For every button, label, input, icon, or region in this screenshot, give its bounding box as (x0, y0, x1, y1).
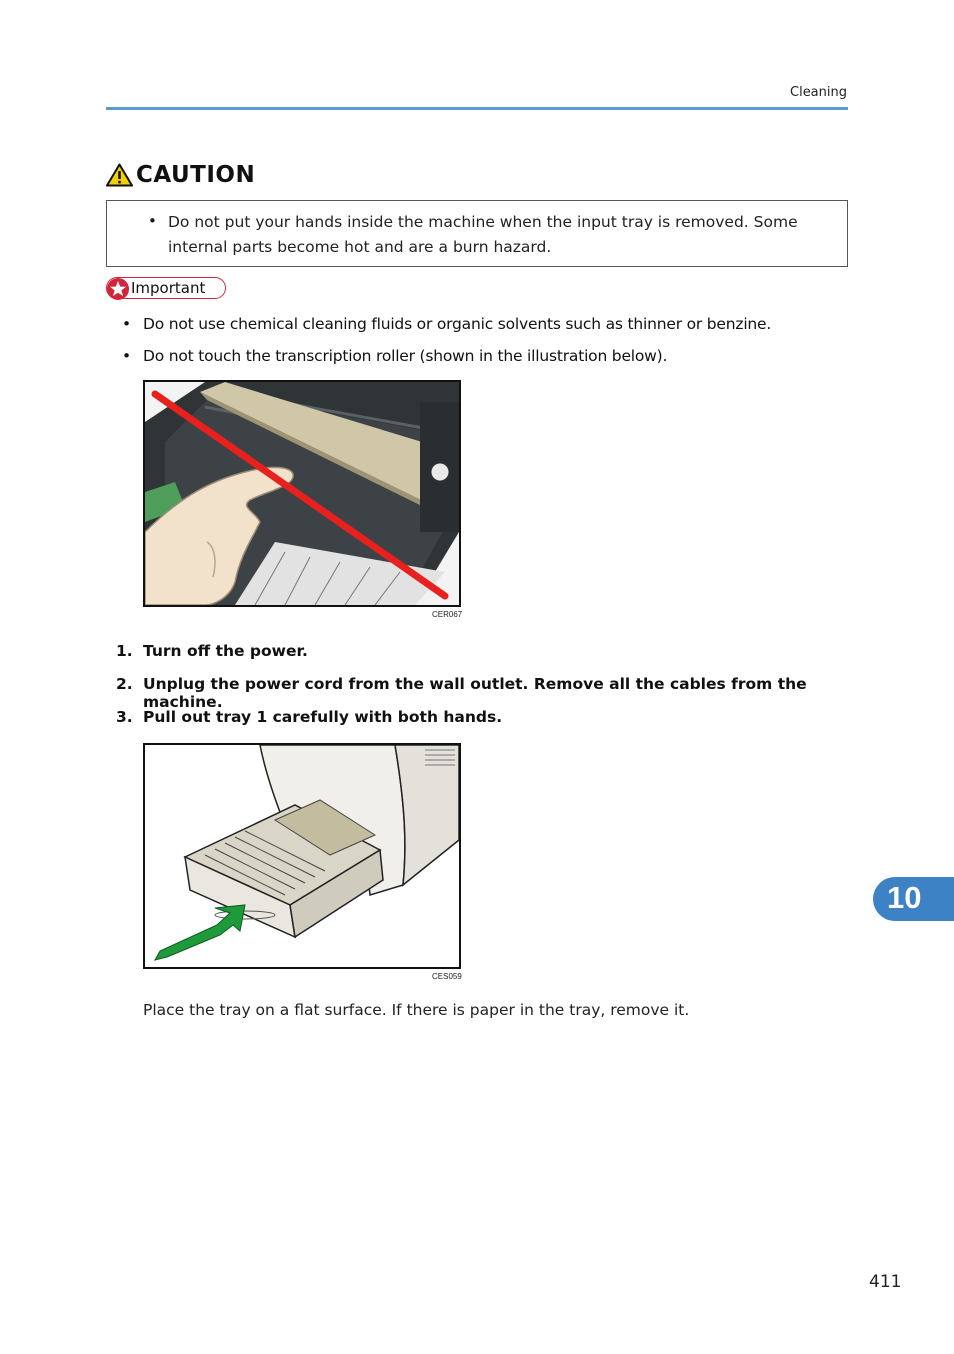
step-item (116, 708, 856, 741)
star-icon (106, 277, 130, 301)
important-label: Important (131, 279, 206, 297)
figure-caption: CES059 (432, 972, 462, 981)
step-text: Pull out tray 1 carefully with both hands. (143, 708, 503, 726)
pull-tray-illustration (143, 743, 461, 969)
tray-drawing (145, 745, 459, 967)
warning-triangle-icon (106, 163, 133, 187)
important-badge (106, 277, 226, 299)
caution-title: CAUTION (136, 162, 256, 188)
step-item (116, 642, 856, 675)
step-text: Unplug the power cord from the wall outlet. Remove all the cables from the machine. (143, 675, 807, 711)
figure-caption: CER067 (432, 610, 463, 619)
step-item (116, 675, 856, 711)
list-item: • Do not use chemical cleaning fluids or organic solvents such as thinner or benzine. (122, 315, 772, 333)
step-note: Place the tray on a flat surface. If there is paper in the tray, remove it. (143, 1001, 690, 1019)
step-list (116, 642, 856, 741)
bullet: • (148, 212, 157, 230)
caution-text: Do not put your hands inside the machine when the input tray is removed. Some internal parts become hot and are a burn hazard. (168, 213, 798, 256)
page-number: 411 (869, 1272, 902, 1292)
list-item-text: Do not use chemical cleaning fluids or organic solvents such as thinner or benzine. (143, 315, 772, 333)
list-item-text: Do not touch the transcription roller (shown in the illustration below). (143, 347, 668, 365)
step-number: 3. (116, 708, 133, 726)
roller-drawing (145, 382, 459, 605)
caution-box (106, 200, 848, 267)
step-number: 1. (116, 642, 133, 660)
caution-heading (106, 162, 255, 188)
running-header: Cleaning (790, 85, 847, 100)
header-rule (106, 107, 848, 110)
important-list (122, 314, 842, 378)
step-text: Turn off the power. (143, 642, 308, 660)
list-item: • Do not touch the transcription roller (shown in the illustration below). (122, 347, 668, 365)
transcription-roller-illustration (143, 380, 461, 607)
chapter-tab (873, 877, 954, 921)
chapter-number: 10 (887, 880, 922, 915)
step-number: 2. (116, 675, 133, 693)
